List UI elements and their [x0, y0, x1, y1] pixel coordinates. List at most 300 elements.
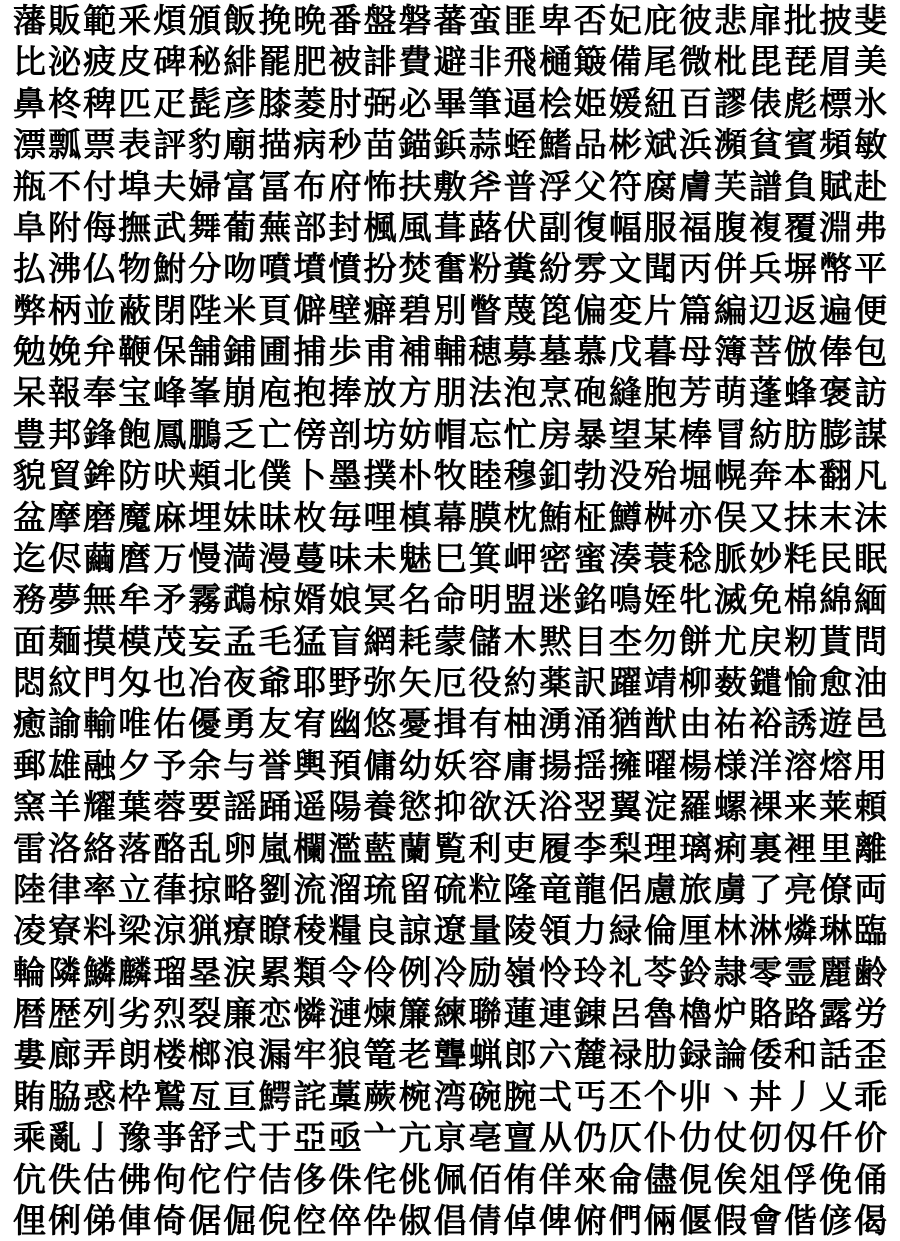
- kanji-glyph: 晩: [293, 1, 327, 40]
- kanji-glyph: 褒: [819, 373, 853, 413]
- kanji-glyph: 薬: [538, 663, 572, 702]
- kanji-glyph: 峯: [188, 373, 222, 413]
- kanji-glyph: 風: [398, 207, 432, 247]
- kanji-glyph: 俔: [678, 1159, 712, 1199]
- kanji-glyph: 萌: [713, 373, 747, 413]
- kanji-glyph: 預: [328, 745, 362, 785]
- kanji-glyph: 描: [258, 125, 292, 165]
- kanji-glyph: 戊: [608, 332, 642, 371]
- kanji-glyph: 傍: [293, 414, 327, 454]
- kanji-glyph: 佝: [153, 1159, 187, 1199]
- kanji-glyph: 品: [573, 125, 607, 165]
- kanji-glyph: 米: [223, 290, 257, 330]
- kanji-glyph: 未: [363, 538, 397, 578]
- kanji-glyph: 扶: [398, 166, 432, 206]
- kanji-glyph: 猟: [188, 911, 222, 951]
- kanji-glyph: 臨: [854, 911, 888, 951]
- kanji-glyph: 覧: [433, 828, 467, 868]
- kanji-glyph: 目: [573, 621, 607, 661]
- kanji-glyph: 撫: [118, 207, 152, 247]
- kanji-glyph: 浴: [538, 787, 572, 827]
- glyph-specimen-sheet: [12, 0, 888, 1240]
- kanji-glyph: 佚: [48, 1159, 82, 1199]
- kanji-glyph: 佗: [188, 1159, 222, 1199]
- kanji-glyph: 眉: [819, 42, 853, 82]
- kanji-glyph: 俶: [398, 1200, 432, 1240]
- kanji-glyph: 魯: [643, 994, 677, 1033]
- kanji-glyph: 姪: [643, 580, 677, 620]
- kanji-glyph: 鼻: [13, 83, 47, 123]
- kanji-glyph: 耗: [398, 621, 432, 661]
- kanji-glyph: 斧: [468, 166, 502, 206]
- glyph-row: [12, 1034, 888, 1075]
- kanji-glyph: 佻: [398, 1159, 432, 1199]
- kanji-glyph: 冥: [363, 580, 397, 620]
- kanji-glyph: 葎: [153, 869, 187, 909]
- kanji-glyph: 琳: [819, 911, 853, 951]
- kanji-glyph: 瓶: [13, 166, 47, 206]
- glyph-row: [12, 869, 888, 910]
- kanji-glyph: 壁: [328, 290, 362, 330]
- kanji-glyph: 佑: [153, 704, 187, 744]
- kanji-glyph: 謡: [223, 787, 257, 827]
- kanji-glyph: 捕: [293, 332, 327, 371]
- kanji-glyph: 雰: [573, 249, 607, 289]
- kanji-glyph: 踊: [258, 787, 292, 827]
- kanji-glyph: 隣: [48, 952, 82, 992]
- kanji-glyph: 癖: [363, 290, 397, 330]
- kanji-glyph: 暦: [13, 994, 47, 1033]
- glyph-row: [12, 952, 888, 993]
- kanji-glyph: 佯: [538, 1159, 572, 1199]
- kanji-glyph: 朋: [433, 373, 467, 413]
- kanji-glyph: 岬: [503, 538, 537, 578]
- kanji-glyph: 毎: [328, 497, 362, 537]
- kanji-glyph: 扉: [749, 1, 782, 40]
- kanji-glyph: 包: [854, 332, 888, 371]
- kanji-glyph: 尾: [643, 42, 677, 82]
- kanji-glyph: 魔: [118, 497, 152, 537]
- kanji-glyph: 雄: [48, 745, 82, 785]
- kanji-glyph: 釦: [538, 456, 572, 496]
- kanji-glyph: 毛: [258, 621, 292, 661]
- kanji-glyph: 櫓: [678, 994, 712, 1033]
- kanji-glyph: 茂: [153, 621, 187, 661]
- kanji-glyph: 夜: [223, 663, 257, 702]
- kanji-glyph: 倪: [258, 1200, 292, 1240]
- kanji-glyph: 賦: [819, 166, 853, 206]
- kanji-glyph: 敷: [433, 166, 467, 206]
- kanji-glyph: 裕: [749, 704, 782, 744]
- kanji-glyph: 硫: [433, 869, 467, 909]
- kanji-glyph: 歪: [854, 1035, 888, 1075]
- kanji-glyph: 扮: [363, 249, 397, 289]
- kanji-glyph: 麗: [819, 952, 853, 992]
- glyph-row: [12, 0, 888, 41]
- kanji-glyph: 仂: [678, 1118, 712, 1158]
- kanji-glyph: 婁: [13, 1035, 47, 1075]
- kanji-glyph: 吠: [153, 456, 187, 496]
- kanji-glyph: 凌: [13, 911, 47, 951]
- kanji-glyph: 陸: [13, 869, 47, 909]
- kanji-glyph: 融: [83, 745, 117, 785]
- kanji-glyph: 遍: [819, 290, 853, 330]
- kanji-glyph: 繭: [83, 538, 117, 578]
- kanji-glyph: 倥: [293, 1200, 327, 1240]
- kanji-glyph: 估: [83, 1159, 117, 1199]
- kanji-glyph: 倆: [643, 1200, 677, 1240]
- kanji-glyph: 蜜: [573, 538, 607, 578]
- kanji-glyph: 立: [118, 869, 152, 909]
- kanji-glyph: 來: [573, 1159, 607, 1199]
- kanji-glyph: 輔: [433, 332, 467, 371]
- kanji-glyph: 腕: [503, 1076, 537, 1116]
- kanji-glyph: 爺: [258, 663, 292, 702]
- kanji-glyph: 膨: [819, 414, 853, 454]
- kanji-glyph: 窯: [13, 787, 47, 827]
- glyph-row: [12, 372, 888, 413]
- kanji-glyph: 楓: [363, 207, 397, 247]
- kanji-glyph: 恋: [258, 994, 292, 1033]
- kanji-glyph: 柾: [573, 497, 607, 537]
- kanji-glyph: 悠: [363, 704, 397, 744]
- kanji-glyph: 倭: [749, 1035, 782, 1075]
- kanji-glyph: 編: [713, 290, 747, 330]
- kanji-glyph: 微: [678, 42, 712, 82]
- kanji-glyph: 碗: [468, 1076, 502, 1116]
- kanji-glyph: 柳: [678, 663, 712, 702]
- kanji-glyph: 狼: [328, 1035, 362, 1075]
- kanji-glyph: 欲: [468, 787, 502, 827]
- glyph-row: [12, 166, 888, 207]
- kanji-glyph: 藍: [363, 828, 397, 868]
- kanji-glyph: 暮: [643, 332, 677, 371]
- kanji-glyph: 防: [118, 456, 152, 496]
- kanji-glyph: 佶: [258, 1159, 292, 1199]
- kanji-glyph: 柄: [48, 290, 82, 330]
- glyph-row: [12, 1076, 888, 1117]
- kanji-glyph: 庖: [258, 373, 292, 413]
- kanji-glyph: 湧: [538, 704, 572, 744]
- kanji-glyph: 宝: [118, 373, 152, 413]
- kanji-glyph: 埋: [188, 497, 222, 537]
- kanji-glyph: 列: [83, 994, 117, 1033]
- kanji-glyph: 俐: [48, 1200, 82, 1240]
- kanji-glyph: 容: [468, 745, 502, 785]
- kanji-glyph: 六: [538, 1035, 572, 1075]
- kanji-glyph: 葡: [223, 207, 257, 247]
- kanji-glyph: 牝: [678, 580, 712, 620]
- kanji-glyph: 綿: [819, 580, 853, 620]
- kanji-glyph: 墓: [538, 332, 572, 371]
- kanji-glyph: 沸: [48, 249, 82, 289]
- kanji-glyph: 侈: [293, 1159, 327, 1199]
- kanji-glyph: 鮒: [153, 249, 187, 289]
- kanji-glyph: 苗: [363, 125, 397, 165]
- kanji-glyph: 膜: [468, 497, 502, 537]
- kanji-glyph: 乂: [819, 1076, 853, 1116]
- kanji-glyph: 頁: [258, 290, 292, 330]
- kanji-glyph: 媛: [608, 83, 642, 123]
- kanji-glyph: 負: [784, 166, 818, 206]
- kanji-glyph: 民: [819, 538, 853, 578]
- kanji-glyph: 洛: [48, 828, 82, 868]
- kanji-glyph: 濫: [328, 828, 362, 868]
- kanji-glyph: 涼: [153, 911, 187, 951]
- kanji-glyph: 満: [223, 538, 257, 578]
- kanji-glyph: 蛮: [468, 1, 502, 40]
- kanji-glyph: 厄: [433, 663, 467, 702]
- kanji-glyph: 揚: [538, 745, 572, 785]
- kanji-glyph: 望: [608, 414, 642, 454]
- kanji-glyph: 雷: [13, 828, 47, 868]
- kanji-glyph: 否: [573, 1, 607, 40]
- kanji-glyph: 龍: [573, 869, 607, 909]
- kanji-glyph: 倅: [328, 1200, 362, 1240]
- kanji-glyph: 肥: [293, 42, 327, 82]
- kanji-glyph: 偈: [854, 1200, 888, 1240]
- kanji-glyph: 払: [13, 249, 47, 289]
- kanji-glyph: 房: [538, 414, 572, 454]
- kanji-glyph: 俑: [854, 1159, 888, 1199]
- kanji-glyph: 聞: [643, 249, 677, 289]
- kanji-glyph: 憂: [398, 704, 432, 744]
- kanji-glyph: 寮: [48, 911, 82, 951]
- kanji-glyph: 密: [538, 538, 572, 578]
- kanji-glyph: 腐: [643, 166, 677, 206]
- kanji-glyph: 附: [48, 207, 82, 247]
- kanji-glyph: 弼: [363, 83, 397, 123]
- kanji-glyph: 膝: [258, 83, 292, 123]
- kanji-glyph: 猶: [608, 704, 642, 744]
- kanji-glyph: 髭: [188, 83, 222, 123]
- kanji-glyph: 鉾: [83, 456, 117, 496]
- kanji-glyph: 令: [328, 952, 362, 992]
- kanji-glyph: 誉: [258, 745, 292, 785]
- kanji-glyph: 們: [608, 1200, 642, 1240]
- kanji-glyph: 伶: [363, 952, 397, 992]
- kanji-glyph: 了: [749, 869, 782, 909]
- kanji-glyph: 俵: [749, 83, 782, 123]
- kanji-glyph: 亶: [503, 1118, 537, 1158]
- kanji-glyph: 儘: [643, 1159, 677, 1199]
- kanji-glyph: 聾: [433, 1035, 467, 1075]
- kanji-glyph: 歴: [48, 994, 82, 1033]
- kanji-glyph: 鱒: [608, 497, 642, 537]
- kanji-glyph: 磨: [83, 497, 117, 537]
- kanji-glyph: 冨: [258, 166, 292, 206]
- kanji-glyph: 菩: [749, 332, 782, 371]
- kanji-glyph: 揺: [573, 745, 607, 785]
- kanji-glyph: 脇: [48, 1076, 82, 1116]
- glyph-row: [12, 1117, 888, 1158]
- kanji-glyph: 紋: [48, 663, 82, 702]
- kanji-glyph: 苓: [643, 952, 677, 992]
- kanji-glyph: 脈: [713, 538, 747, 578]
- kanji-glyph: 槙: [398, 497, 432, 537]
- kanji-glyph: 侖: [608, 1159, 642, 1199]
- kanji-glyph: 頻: [819, 125, 853, 165]
- kanji-glyph: 忙: [503, 414, 537, 454]
- kanji-glyph: 斐: [854, 1, 888, 40]
- kanji-glyph: 蘭: [398, 828, 432, 868]
- kanji-glyph: 別: [433, 290, 467, 330]
- kanji-glyph: 予: [153, 745, 187, 785]
- kanji-glyph: 俤: [83, 1200, 117, 1240]
- kanji-glyph: 勿: [643, 621, 677, 661]
- kanji-glyph: 弗: [854, 207, 888, 247]
- kanji-glyph: 抹: [784, 497, 818, 537]
- kanji-glyph: 碧: [398, 290, 432, 330]
- kanji-glyph: 靖: [643, 663, 677, 702]
- kanji-glyph: 鰐: [258, 1076, 292, 1116]
- kanji-glyph: 假: [713, 1200, 747, 1240]
- kanji-glyph: 練: [433, 994, 467, 1033]
- kanji-glyph: 崩: [223, 373, 257, 413]
- kanji-glyph: 亰: [433, 1118, 467, 1158]
- kanji-glyph: 琵: [784, 42, 818, 82]
- kanji-glyph: 憐: [293, 994, 327, 1033]
- kanji-glyph: 藁: [328, 1076, 362, 1116]
- kanji-glyph: 倔: [223, 1200, 257, 1240]
- kanji-glyph: 幕: [433, 497, 467, 537]
- kanji-glyph: 本: [784, 456, 818, 496]
- kanji-glyph: 鰭: [538, 125, 572, 165]
- kanji-glyph: 盟: [503, 580, 537, 620]
- kanji-glyph: 率: [83, 869, 117, 909]
- kanji-glyph: 娘: [328, 580, 362, 620]
- kanji-glyph: 葉: [118, 787, 152, 827]
- kanji-glyph: 俎: [749, 1159, 782, 1199]
- kanji-glyph: 梨: [608, 828, 642, 868]
- kanji-glyph: 匹: [118, 83, 152, 123]
- kanji-glyph: 焚: [398, 249, 432, 289]
- kanji-glyph: 悲: [713, 1, 747, 40]
- kanji-glyph: 武: [153, 207, 187, 247]
- kanji-glyph: 百: [678, 83, 712, 123]
- kanji-glyph: 奔: [749, 456, 782, 496]
- kanji-glyph: 約: [503, 663, 537, 702]
- kanji-glyph: 煉: [363, 994, 397, 1033]
- kanji-glyph: 葺: [433, 207, 467, 247]
- kanji-glyph: 片: [643, 290, 677, 330]
- kanji-glyph: 隆: [503, 869, 537, 909]
- kanji-glyph: 呂: [608, 994, 642, 1033]
- kanji-glyph: 来: [784, 787, 818, 827]
- kanji-glyph: 擁: [608, 745, 642, 785]
- kanji-glyph: 泡: [503, 373, 537, 413]
- kanji-glyph: 倫: [643, 911, 677, 951]
- kanji-glyph: 労: [854, 994, 888, 1033]
- kanji-glyph: 釆: [118, 1, 152, 40]
- kanji-glyph: 野: [328, 663, 362, 702]
- kanji-glyph: 侭: [48, 538, 82, 578]
- kanji-glyph: 會: [749, 1200, 782, 1240]
- kanji-glyph: 両: [854, 869, 888, 909]
- kanji-glyph: 貌: [13, 456, 47, 496]
- kanji-glyph: 貰: [819, 621, 853, 661]
- kanji-glyph: 勇: [223, 704, 257, 744]
- kanji-glyph: 虜: [713, 869, 747, 909]
- kanji-glyph: 麻: [153, 497, 187, 537]
- kanji-glyph: 蝋: [468, 1035, 502, 1075]
- kanji-glyph: 憤: [328, 249, 362, 289]
- kanji-glyph: 務: [13, 580, 47, 620]
- kanji-glyph: 胞: [643, 373, 677, 413]
- kanji-glyph: 瑠: [153, 952, 187, 992]
- kanji-glyph: 惑: [83, 1076, 117, 1116]
- kanji-glyph: 邦: [48, 414, 82, 454]
- kanji-glyph: 領: [538, 911, 572, 951]
- kanji-glyph: 柊: [48, 83, 82, 123]
- kanji-glyph: 旅: [678, 869, 712, 909]
- kanji-glyph: 票: [83, 125, 117, 165]
- kanji-glyph: 妨: [398, 414, 432, 454]
- kanji-glyph: 泌: [48, 42, 82, 82]
- kanji-glyph: 熔: [819, 745, 853, 785]
- kanji-glyph: 玲: [573, 952, 607, 992]
- kanji-glyph: 鋲: [433, 125, 467, 165]
- kanji-glyph: 幽: [328, 704, 362, 744]
- kanji-glyph: 价: [854, 1118, 888, 1158]
- kanji-glyph: 傭: [363, 745, 397, 785]
- kanji-glyph: 螺: [713, 787, 747, 827]
- kanji-glyph: 夢: [48, 580, 82, 620]
- kanji-glyph: 幣: [819, 249, 853, 289]
- kanji-glyph: 簸: [573, 42, 607, 82]
- kanji-glyph: 福: [678, 207, 712, 247]
- kanji-glyph: 偕: [784, 1200, 818, 1240]
- kanji-glyph: 淵: [819, 207, 853, 247]
- kanji-glyph: 毘: [749, 42, 782, 82]
- kanji-glyph: 販: [48, 1, 82, 40]
- kanji-glyph: 愈: [819, 663, 853, 702]
- kanji-glyph: 慢: [188, 538, 222, 578]
- kanji-glyph: 丶: [713, 1076, 747, 1116]
- kanji-glyph: 滅: [713, 580, 747, 620]
- kanji-glyph: 愉: [784, 663, 818, 702]
- kanji-glyph: 眠: [854, 538, 888, 578]
- kanji-glyph: 彬: [608, 125, 642, 165]
- kanji-glyph: 北: [223, 456, 257, 496]
- kanji-glyph: 佩: [433, 1159, 467, 1199]
- kanji-glyph: 裸: [749, 787, 782, 827]
- kanji-glyph: 亅: [83, 1118, 117, 1158]
- glyph-row: [12, 207, 888, 248]
- glyph-row: [12, 621, 888, 662]
- kanji-glyph: 牧: [433, 456, 467, 496]
- kanji-glyph: 鵡: [223, 580, 257, 620]
- kanji-glyph: 魅: [398, 538, 432, 578]
- kanji-glyph: 堀: [678, 456, 712, 496]
- kanji-glyph: 膚: [678, 166, 712, 206]
- kanji-glyph: 帽: [433, 414, 467, 454]
- glyph-row: [12, 786, 888, 827]
- kanji-glyph: 募: [503, 332, 537, 371]
- kanji-glyph: 諭: [48, 704, 82, 744]
- kanji-glyph: 枇: [713, 42, 747, 82]
- glyph-row: [12, 745, 888, 786]
- glyph-row: [12, 248, 888, 289]
- kanji-glyph: 淀: [643, 787, 677, 827]
- kanji-glyph: 籾: [784, 621, 818, 661]
- kanji-glyph: 誹: [363, 42, 397, 82]
- kanji-glyph: 蔽: [118, 290, 152, 330]
- kanji-glyph: 邑: [854, 704, 888, 744]
- kanji-glyph: 蕗: [468, 207, 502, 247]
- kanji-glyph: 縫: [608, 373, 642, 413]
- kanji-glyph: 覆: [784, 207, 818, 247]
